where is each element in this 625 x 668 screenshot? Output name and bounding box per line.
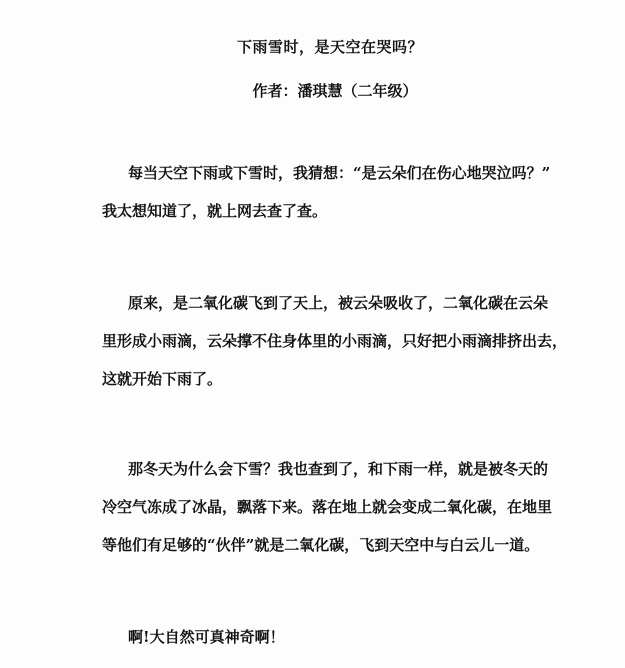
paragraph-2-line-3: 这就开始下雨了。 (102, 370, 223, 388)
paragraph-1 (102, 154, 551, 230)
author-line: 作者：潘琪慧（二年级） (252, 82, 418, 100)
paragraph-3-line-2: 冷空气冻成了冰晶，飘落下来。落在地上就会变成二氧化碳，在地里 (102, 498, 553, 516)
paragraph-2 (102, 284, 568, 398)
paragraph-4-line-1: 啊!大自然可真神奇啊！ (128, 628, 285, 646)
paragraph-1-line-2: 我太想知道了，就上网去查了查。 (102, 202, 328, 220)
paragraph-2-line-1: 原来，是二氧化碳飞到了天上，被云朵吸收了，二氧化碳在云朵 (128, 294, 549, 312)
paragraph-3-line-3: 等他们有足够的“伙伴”就是二氧化碳，飞到天空中与白云儿一道。 (102, 536, 540, 554)
paragraph-3-line-1: 那冬天为什么会下雪？我也查到了，和下雨一样，就是被冬天的 (128, 460, 549, 478)
paragraph-4 (102, 618, 542, 656)
paragraph-1-line-1: 每当天空下雨或下雪时，我猜想：“是云朵们在伤心地哭泣吗？” (128, 164, 551, 182)
document-title: 下雨雪时，是天空在哭吗？ (236, 38, 423, 56)
paragraph-3 (102, 450, 553, 564)
paragraph-2-line-2: 里形成小雨滴，云朵撑不住身体里的小雨滴，只好把小雨滴排挤出去， (102, 332, 568, 350)
